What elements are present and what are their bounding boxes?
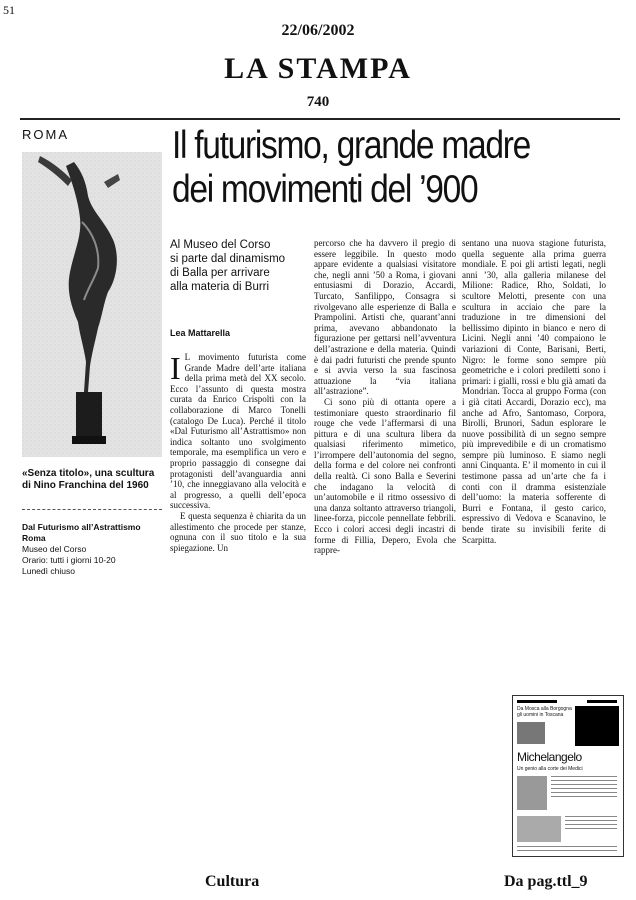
article-column-2 [314,238,456,556]
column-1-paragraph [170,352,306,511]
clipping-code: 740 [306,94,330,110]
issue-date: 22/06/2002 [281,22,355,39]
drop-cap: I [170,350,181,386]
article-subhead: Al Museo del Corso si parte dal dinamismo di Balla per arrivare alla materia di Burri [170,239,286,293]
thumbnail-black-block [575,706,619,746]
info-title: Dal Futurismo all’Astrattismo [22,522,141,532]
page-thumbnail [512,695,624,857]
footer-source: Da pag.ttl_9 [504,873,588,890]
caption-divider [22,509,162,510]
info-hours: Orario: tutti i giorni 10-20 [22,555,116,565]
section-label: ROMA [22,127,69,142]
sculpture-image [22,152,162,457]
thumbnail-top-text: Da Mosca alla Borgogna gli uomini in Toscana [517,706,572,718]
article-column-1 [170,352,306,553]
column-2-paragraph: percorso che ha davvero il pregio di essere leggibile. In questo modo appare evidente a qualsiasi visitatore che, negli anni ’50 a Roma, i giovani entusiasmi di Dorazio, Accardi, Turcato, Sanfilippo, Consagra si rivolgevano alle esperienze di Balla e Prampolini. Artisti che, quarant’anni prima, avevano abbandonato la figurazione per gettarsi nell’avventura dell’astrazione e della materia. Quindi è dai padri futuristi che prende spunto e si avvia verso la sua fascinosa attuazione la “via italiana all’astrazione”. [314,238,456,397]
info-closed: Lunedì chiuso [22,566,75,576]
paragraph-text: L movimento futurista come Grande Madre dell’arte italiana della prima metà del XX secolo. Ecco l’assunto di questa mostra curata da Enrico Crispolti con la collaborazione di Marco Tonelli (catalogo De Luca). Perché il titolo «Dal Futurismo all’Astrattismo» non indica soltanto uno svolgimento temporale, ma esemplifica un vero e proprio passaggio di consegne dai protagonisti dell’avanguardia anni ’10, che inneggiavano alla velocità e al progresso, a quelli dell’epoca successiva. [170,352,306,511]
page-number: 51 [3,3,15,17]
article-column-3 [462,238,606,545]
article-headline: Il futurismo, grande madre dei movimenti del ’900 [172,124,530,211]
exhibition-info [22,522,182,577]
column-3-paragraph: sentano una nuova stagione futurista, quella seguente alla prima guerra mondiale. E poi gli artisti legati, negli anni ’30, alla galleria milanese del Milione: Radice, Rho, Soldati, lo scultore Melotti, presente con una scultura in acciaio che pare la traduzione in tre dimensioni del bellissimo dipinto in bianco e nero di Licini. Negli anni ’40 compaiono le variazioni di Conte, Barisani, Berti, Nigro: le forme sono sempre più geometriche e i colori prediletti sono i primari: i gialli, rossi e blu già amati da Mondrian. Tocca al gruppo Forma (con i già citati Accardi, Dorazio ecc), ma anche ad Afro, Santomaso, Corpora, Birolli, Brunori, Sadun esplorare le nuove possibilità di un segno sempre più imprevedibile e di un cromatismo sempre più luminoso. E siamo negli anni Cinquanta. E’ il momento in cui il testimone passa ad un’arte che fa i conti con il dramma esistenziale dell’uomo: la materia sofferente di Burri e Fontana, il gesto carico, espressivo di Vedova e Scanavino, le bende tirate su invisibili ferite di Scarpitta. [462,238,606,545]
info-venue: Museo del Corso [22,544,87,554]
info-city: Roma [22,533,46,543]
header-rule [20,118,620,120]
newspaper-masthead: LA STAMPA [224,52,412,85]
thumbnail-subline: Un genio alla corte dei Medici [517,766,583,772]
column-2-paragraph: Ci sono più di ottanta opere a testimoniare questo straordinario fil rouge che vede l’affermarsi di una pittura e di una scultura libera da qualsiasi riferimento mimetico, l’irrompere dell’autonomia del segno, della forma e del colore nei confronti della realtà. Ci sono Balla e Severini che indagano la velocità di un’automobile e il ritmo ossessivo di una danza soltanto attraverso triangoli, linee-forza, piccole pennellate febbrili. Ecco i colori accesi degli incastri di forme di Fillia, Depero, Evola che rappre- [314,396,456,556]
photo-caption: «Senza titolo», una scultura di Nino Franchina del 1960 [22,468,155,491]
footer-section: Cultura [205,873,260,890]
article-byline: Lea Mattarella [170,328,231,338]
sculpture-photo [22,152,162,457]
column-1-paragraph: E questa sequenza è chiarita da un allestimento che procede per stanze, ognuna con il suo titolo e la sua spiegazione. Un [170,510,306,553]
thumbnail-headline: Michelangelo [517,750,582,764]
